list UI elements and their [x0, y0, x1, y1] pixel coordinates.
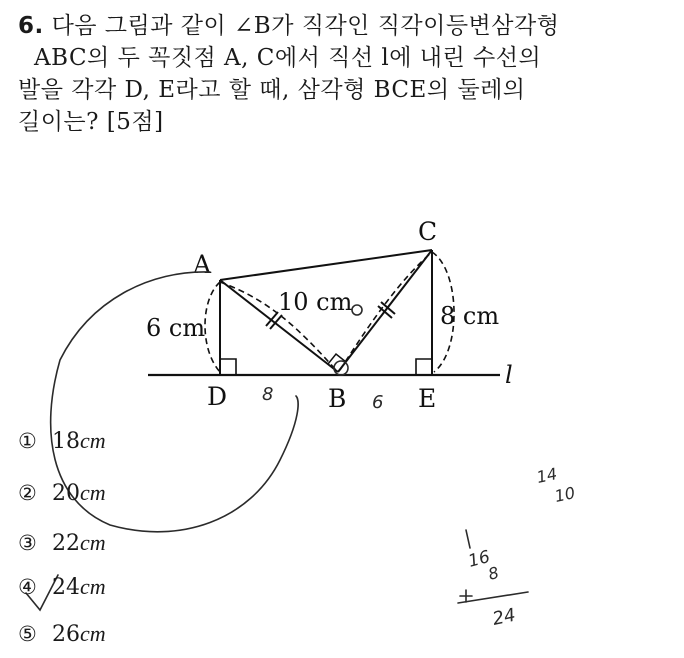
label-C: C: [418, 217, 438, 246]
handwritten-one-stroke: [466, 530, 470, 548]
choice-2-mark: ②: [18, 481, 37, 505]
choice-1-mark: ①: [18, 429, 37, 453]
handwritten-sum-1: 16: [466, 546, 493, 572]
right-angle-D: [220, 359, 236, 375]
choice-3-value: 22: [52, 531, 80, 556]
problem-line-2: ABC의 두 꼭짓점 A, C에서 직선 l에 내린 수선의: [34, 45, 542, 71]
choice-5[interactable]: [18, 621, 106, 647]
handwritten-DB: 8: [262, 384, 274, 405]
right-angle-E: [416, 359, 432, 375]
choice-1-value: 18: [52, 429, 80, 454]
choice-5-value: 26: [52, 622, 80, 647]
problem-line-3: 발을 각각 D, E라고 할 때, 삼각형 BCE의 둘레의: [18, 77, 526, 103]
problem-number: 6.: [18, 13, 44, 39]
choice-3-unit: cm: [80, 530, 106, 555]
length-AB: 10 cm: [278, 288, 353, 316]
label-D: D: [207, 382, 228, 411]
handwritten-sum-2: 8: [486, 562, 501, 584]
problem-line-4: 길이는? [5점]: [18, 109, 164, 135]
label-line-l: l: [505, 361, 513, 389]
choice-1[interactable]: [18, 428, 106, 454]
choice-2-unit: cm: [80, 480, 106, 505]
handwritten-text: [262, 384, 577, 630]
label-E: E: [418, 384, 437, 413]
choice-5-unit: cm: [80, 621, 106, 646]
handwritten-BE: 6: [372, 392, 384, 413]
choice-4-value: 24: [52, 575, 80, 600]
handwritten-circle-C: [352, 305, 362, 315]
choice-5-mark: ⑤: [18, 622, 37, 646]
choice-4-unit: cm: [80, 574, 106, 599]
handwritten-sum-bar: [458, 592, 528, 603]
handwritten-sum-result: 24: [490, 604, 518, 630]
handwritten-margin-bottom: 10: [552, 483, 577, 506]
choice-1-unit: cm: [80, 428, 106, 453]
choice-4-mark: ④: [18, 575, 37, 599]
length-AD: 6 cm: [146, 314, 206, 342]
problem-line-1-text: 다음 그림과 같이 ∠B가 직각인 직각이등변삼각형: [51, 13, 560, 39]
handwritten-margin-top: 14: [534, 464, 559, 487]
label-B: B: [328, 384, 347, 413]
label-A: A: [193, 250, 212, 279]
choice-4[interactable]: [18, 574, 106, 600]
dashed-arc-AD: [205, 282, 220, 372]
choice-3[interactable]: [18, 530, 106, 556]
choice-3-mark: ③: [18, 531, 37, 555]
choice-2[interactable]: [18, 480, 106, 506]
length-CE: 8 cm: [440, 302, 500, 330]
choice-2-value: 20: [52, 481, 80, 506]
segment-AC: [220, 250, 432, 280]
